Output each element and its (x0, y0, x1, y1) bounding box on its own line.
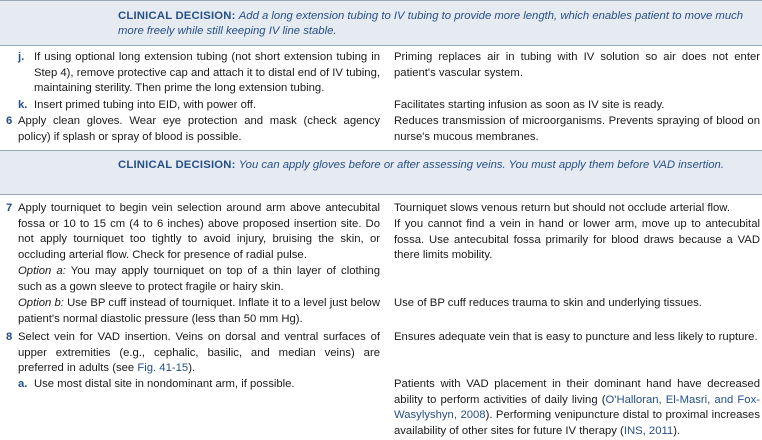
citation-link[interactable]: INS, 2011 (623, 424, 674, 437)
option-b-rationale: Use of BP cuff reduces trauma to skin and underlying tissues. (394, 297, 702, 309)
rationale-part: ). (673, 424, 681, 437)
option-b-label: Option b: (18, 297, 64, 309)
clinical-decision-box (0, 0, 762, 46)
step-rationale (394, 377, 760, 439)
step-rationale: Ensures adequate vein that is easy to puncture and less likely to rupture. (394, 331, 758, 343)
step-number: 8 (6, 331, 13, 343)
step-rationale: Tourniquet slows venous return but should not occlude arterial flow. (394, 202, 730, 214)
clinical-decision-label: CLINICAL DECISION: (118, 159, 236, 171)
option-b (18, 296, 380, 327)
clinical-decision-label: CLINICAL DECISION: (118, 10, 236, 22)
rationale-part: ). Performing venipuncture distal to proximal increases availability of other sites for future IV therapy ( (394, 409, 760, 437)
step-rationale: Facilitates starting infusion as soon as IV site is ready. (394, 99, 665, 111)
step-rationale: Priming replaces air in tubing with IV solution so air does not enter patient's vascular system. (394, 51, 760, 79)
step-rationale: Reduces transmission of microorganisms. Prevents spraying of blood on nurse's mucous membranes. (394, 115, 760, 143)
option-a (18, 264, 380, 295)
figure-link[interactable]: Fig. 41-15 (137, 362, 189, 375)
clinical-decision-box (0, 150, 762, 195)
step-marker: j. (18, 51, 25, 63)
step-text-part: ). (188, 362, 196, 375)
option-b-text: Use BP cuff instead of tourniquet. Inflate it to a level just below patient's normal diastolic pressure (less than 50 mm Hg). (18, 297, 380, 325)
step-text: Use most distal site in nondominant arm, if possible. (34, 378, 295, 390)
step-text: Apply tourniquet to begin vein selection around arm above antecubital fossa or 10 to 15 cm (4 to 6 inches) above proposed insertion site. Do not apply tourniquet too tightly to avoid injury, bruising the skin, or occluding arterial flow. Check for presence of radial pulse. (18, 202, 380, 261)
option-a-label: Option a: (18, 265, 66, 277)
step-number: 7 (6, 202, 13, 214)
option-a-text: You may apply tourniquet on top of a thin layer of clothing such as a gown sleeve to protect fragile or hairy skin. (18, 265, 380, 293)
step-marker: k. (18, 99, 28, 111)
step-text-part: Select vein for VAD insertion. Veins on dorsal and ventral surfaces of upper extremities (e.g., cephalic, basilic, and median veins) are preferred in adults (see (18, 331, 380, 375)
step-number: 6 (6, 115, 13, 127)
rationale-part: Patients with VAD placement in their dominant hand have decreased ability to perform activities of daily living ( (394, 378, 760, 406)
clinical-decision-text: You can apply gloves before or after assessing veins. You must apply them before VAD insertion. (238, 159, 724, 171)
step-text (18, 330, 380, 377)
step-text: Insert primed tubing into EID, with power off. (34, 99, 257, 111)
step-marker: a. (18, 378, 28, 390)
step-text: Apply clean gloves. Wear eye protection and mask (check agency policy) if splash or spray of blood is possible. (18, 115, 380, 143)
citation-link[interactable]: O'Halloran, El-Masri, and Fox-Wasylyshyn, 2008 (394, 393, 760, 422)
clinical-decision-text: Add a long extension tubing to IV tubing to provide more length, which enables patient to move much more freely while still keeping IV line stable. (118, 10, 744, 37)
step-text: If using optional long extension tubing (not short extension tubing in Step 4), remove protective cap and attach it to distal end of IV tubing, maintaining sterility. Then prime the long extension tubing. (34, 51, 381, 95)
step-rationale: If you cannot find a vein in hand or lower arm, move up to antecubital fossa. Use antecubital fossa primarily for blood draws because a VAD there limits mobility. (394, 218, 760, 262)
